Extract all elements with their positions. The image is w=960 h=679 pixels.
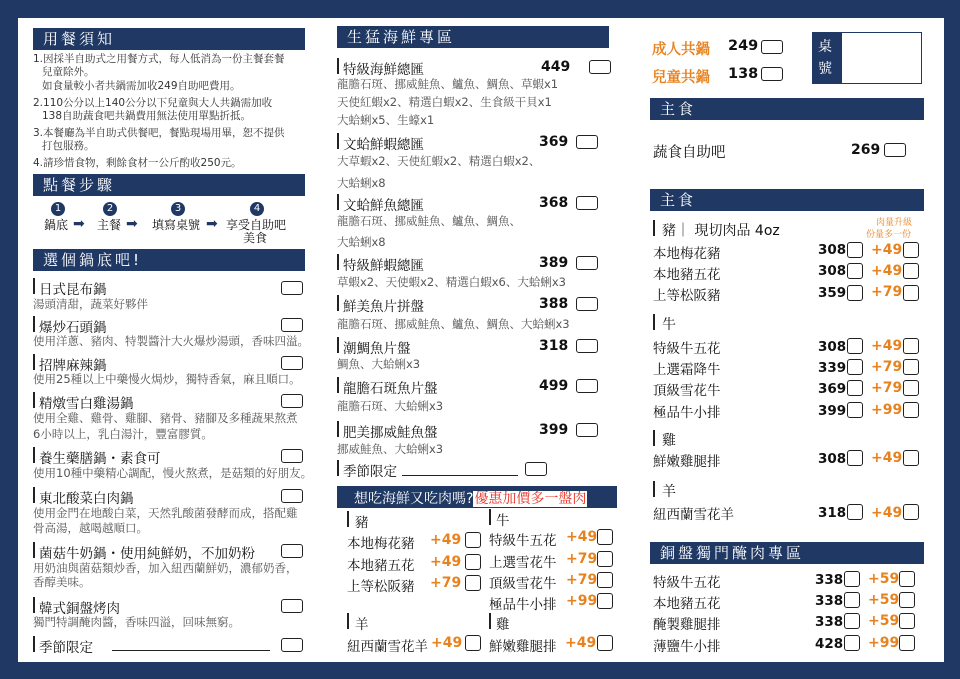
divider-bar [33, 636, 35, 652]
arrow-right-icon: ➡ [206, 216, 218, 232]
main-item-upgrade: +49 [871, 242, 903, 258]
seafood-checkbox[interactable] [576, 423, 598, 437]
broth-name: 養生藥膳鍋・素食可 [39, 451, 161, 467]
main-item-name: 鮮嫩雞腿排 [653, 454, 721, 470]
divider-bar [337, 421, 339, 437]
guide-line-3: 如食量較小者共鍋需加收249自助吧費用。 [42, 80, 241, 92]
copper-item-name: 特級牛五花 [653, 575, 721, 591]
upgrade-checkbox[interactable] [903, 285, 919, 301]
seafood-name: 潮鯛魚片盤 [343, 341, 411, 357]
main-item-name: 上等松阪豬 [653, 288, 721, 304]
main-chicken-title: 雞 [662, 433, 676, 449]
addon-lamb-title: 羊 [355, 617, 369, 633]
main-item-upgrade: +79 [871, 284, 903, 300]
divider-bar [337, 377, 339, 393]
seafood-name: 文蛤鮮魚總匯 [343, 198, 424, 214]
copper-checkbox[interactable] [844, 635, 860, 651]
seafood-desc-2: 天使紅蝦x2、精選白蝦x2、生食級干貝x1 [337, 95, 552, 109]
divider-bar [33, 447, 35, 463]
copper-item-price: 428 [815, 636, 844, 652]
seafood-checkbox[interactable] [576, 256, 598, 270]
broth-name: 東北酸菜白肉鍋 [39, 491, 134, 507]
addon-item-name: 上等松阪豬 [347, 579, 415, 595]
main-item-name: 本地梅花豬 [653, 246, 721, 262]
divider-bar [489, 613, 491, 629]
step-2-label: 主餐 [97, 218, 122, 232]
upgrade-checkbox[interactable] [899, 613, 915, 629]
main-checkbox[interactable] [847, 504, 863, 520]
main-item-upgrade: +79 [871, 380, 903, 396]
copper-checkbox[interactable] [844, 613, 860, 629]
main-checkbox[interactable] [847, 285, 863, 301]
main2-title: 主食 [660, 191, 697, 209]
main-item-price: 369 [818, 381, 847, 397]
upgrade-checkbox[interactable] [903, 380, 919, 396]
seafood-name: 文蛤鮮蝦總匯 [343, 137, 424, 153]
seafood-checkbox[interactable] [576, 196, 598, 210]
seafood-price: 388 [539, 296, 569, 312]
main-item-price: 339 [818, 360, 847, 376]
seafood-desc: 挪威鮭魚、大蛤蜊x3 [337, 442, 444, 456]
main1-title: 主食 [660, 100, 697, 118]
divider-bar [337, 133, 339, 149]
seafood-name: 龍膽石斑魚片盤 [343, 381, 438, 397]
main-item-price: 308 [818, 263, 847, 279]
seasonal-write-in-line[interactable] [402, 475, 518, 476]
copper-item-price: 338 [815, 593, 844, 609]
main-item-upgrade: +79 [871, 359, 903, 375]
addon-item-name: 頂級雪花牛 [489, 576, 557, 592]
steps-header [33, 174, 305, 196]
broth-name: 菌菇牛奶鍋・使用純鮮奶，不加奶粉 [39, 546, 255, 562]
child-share-checkbox[interactable] [761, 67, 783, 81]
guide-line-6: 3.本餐廳為半自助式供餐吧，餐點現場用畢，恕不提供 [33, 127, 285, 139]
veg-buffet-name: 蔬食自助吧 [653, 145, 726, 161]
main-item-upgrade: +49 [871, 505, 903, 521]
copper-item-name: 本地豬五花 [653, 596, 721, 612]
copper-header [650, 542, 924, 564]
seafood-desc-3: 大蛤蜊x5、生蠔x1 [337, 113, 435, 127]
broth-checkbox[interactable] [281, 394, 303, 408]
main-item-name: 特級牛五花 [653, 341, 721, 357]
step-4-label: 享受自助吧 [226, 218, 287, 232]
copper-title: 銅盤獨門醃肉專區 [660, 544, 805, 562]
broth-name: 季節限定 [39, 640, 93, 656]
copper-item-price: 338 [815, 572, 844, 588]
step-3-badge: 3 [171, 202, 185, 216]
main-item-name: 本地豬五花 [653, 267, 721, 283]
upgrade-checkbox[interactable] [903, 359, 919, 375]
copper-item-name: 醃製雞腿排 [653, 617, 721, 633]
broth-name: 韓式銅盤烤肉 [39, 601, 120, 617]
upgrade-note-2: 份量多一份 [866, 230, 912, 240]
divider-bar [337, 58, 339, 74]
seafood-checkbox[interactable] [576, 339, 598, 353]
seafood-price: 449 [541, 59, 571, 75]
guide-line-1: 1.因採半自助式之用餐方式，每人低消為一份主餐套餐 [33, 53, 285, 65]
main-item-name: 上選霜降牛 [653, 362, 721, 378]
main-item-upgrade: +49 [871, 450, 903, 466]
addon-checkbox[interactable] [465, 554, 481, 570]
addon-item-price: +49 [566, 529, 598, 545]
upgrade-checkbox[interactable] [899, 592, 915, 608]
addon-item-price: +99 [566, 593, 598, 609]
step-4-label-2: 美食 [243, 231, 268, 245]
seafood-desc: 大草蝦x2、天使紅蝦x2、精選白蝦x2、 [337, 154, 541, 168]
broth-desc: 使用10種中藥精心調配，慢火熬煮，是菇類的好朋友。 [33, 466, 313, 480]
seafood-desc: 龍膽石斑、大蛤蜊x3 [337, 399, 444, 413]
broth-desc-2: 6小時以上，乳白湯汁，豐富膠質。 [33, 427, 213, 441]
upgrade-checkbox[interactable] [903, 504, 919, 520]
broth-checkbox[interactable] [281, 489, 303, 503]
adult-share-checkbox[interactable] [761, 40, 783, 54]
divider-bar [33, 597, 35, 613]
divider-bar [653, 314, 655, 330]
addon-checkbox[interactable] [597, 529, 613, 545]
main-item-price: 399 [818, 403, 847, 419]
steps-title: 點餐步驟 [43, 176, 116, 194]
copper-checkbox[interactable] [844, 592, 860, 608]
seafood-checkbox[interactable] [576, 379, 598, 393]
main-checkbox[interactable] [847, 450, 863, 466]
upgrade-checkbox[interactable] [903, 263, 919, 279]
main-checkbox[interactable] [847, 338, 863, 354]
main-item-price: 308 [818, 451, 847, 467]
addon-item-price: +49 [431, 635, 463, 651]
upgrade-checkbox[interactable] [903, 402, 919, 418]
copper-item-upgrade: +59 [868, 592, 900, 608]
addon-item-price: +79 [430, 575, 462, 591]
main-item-price: 308 [818, 339, 847, 355]
addon-item-price: +49 [430, 554, 462, 570]
addon-item-price: +79 [566, 551, 598, 567]
adult-share-price: 249 [728, 38, 759, 54]
broth-desc: 使用25種以上中藥慢火焗炒，獨特香氣，麻且順口。 [33, 372, 301, 386]
seafood-price: 399 [539, 422, 569, 438]
copper-item-price: 338 [815, 614, 844, 630]
table-number-label: 桌號 [818, 39, 832, 77]
seafood-desc: 鯛魚、大蛤蜊x3 [337, 357, 421, 371]
seafood-desc: 龍膽石斑、挪威鮭魚、鱸魚、鯛魚、大蛤蜊x3 [337, 317, 570, 331]
divider-bar [33, 278, 35, 294]
seafood-price: 369 [539, 134, 569, 150]
broth-checkbox[interactable] [281, 281, 303, 295]
seafood-name: 肥美挪威鮭魚盤 [343, 425, 438, 441]
divider-bar [33, 354, 35, 370]
broth-checkbox[interactable] [281, 449, 303, 463]
seafood-price: 389 [539, 255, 569, 271]
divider-bar [489, 509, 491, 525]
addon-chicken-title: 雞 [496, 617, 510, 633]
broth-name: 精燉雪白雞湯鍋 [39, 396, 134, 412]
broth-desc: 獨門特調醃肉醬，香味四溢，回味無窮。 [33, 615, 240, 629]
addon-checkbox[interactable] [465, 532, 481, 548]
broth-checkbox[interactable] [281, 356, 303, 370]
seafood-name: 季節限定 [343, 464, 397, 480]
seafood-checkbox[interactable] [576, 135, 598, 149]
main-pork-title: 豬｜ 現切肉品 4oz [662, 223, 780, 239]
seafood-title: 生猛海鮮專區 [347, 28, 456, 46]
upgrade-checkbox[interactable] [899, 571, 915, 587]
arrow-right-icon: ➡ [126, 216, 138, 232]
broth-desc: 使用全雞、雞骨、雞腳、豬骨、豬腳及多種蔬果熬煮 [33, 411, 298, 425]
seafood-price: 318 [539, 338, 569, 354]
guide-line-7: 打包服務。 [42, 140, 95, 152]
seafood-name: 特級鮮蝦總匯 [343, 258, 424, 274]
divider-bar [33, 542, 35, 558]
seafood-checkbox[interactable] [589, 60, 611, 74]
arrow-right-icon: ➡ [73, 216, 85, 232]
divider-bar [33, 316, 35, 332]
broth-checkbox[interactable] [281, 544, 303, 558]
addon-checkbox[interactable] [465, 635, 481, 651]
main-item-upgrade: +49 [871, 263, 903, 279]
addon-item-name: 本地梅花豬 [347, 536, 415, 552]
seafood-checkbox[interactable] [576, 297, 598, 311]
veg-buffet-checkbox[interactable] [884, 143, 906, 157]
guide-line-8: 4.請珍惜食物，剩餘食材一公斤酌收250元。 [33, 157, 242, 169]
main-item-name: 紐西蘭雪花羊 [653, 507, 734, 523]
guide-line-5: 138自助蔬食吧共鍋費用無法使用單點折抵。 [42, 110, 252, 122]
divider-bar [337, 460, 339, 476]
step-4-badge: 4 [250, 202, 264, 216]
seafood-price: 368 [539, 195, 569, 211]
addon-item-name: 特級牛五花 [489, 533, 557, 549]
step-2-badge: 2 [103, 202, 117, 216]
addon-beef-title: 牛 [496, 513, 510, 529]
seasonal-write-in-line[interactable] [112, 650, 270, 651]
main-item-upgrade: +99 [871, 402, 903, 418]
addon-checkbox[interactable] [597, 593, 613, 609]
upgrade-checkbox[interactable] [903, 450, 919, 466]
broth-checkbox[interactable] [281, 318, 303, 332]
child-share-label: 兒童共鍋 [652, 70, 710, 86]
copper-item-upgrade: +59 [868, 613, 900, 629]
divider-bar [653, 481, 655, 497]
main-item-price: 359 [818, 285, 847, 301]
seafood-desc-2: 大蛤蜊x8 [337, 176, 386, 190]
divider-bar [33, 487, 35, 503]
seafood-checkbox[interactable] [525, 462, 547, 476]
addon-item-price: +49 [430, 532, 462, 548]
main2-header [650, 189, 924, 211]
divider-bar [337, 194, 339, 210]
addon-item-name: 鮮嫩雞腿排 [489, 639, 557, 655]
addon-checkbox[interactable] [465, 575, 481, 591]
veg-buffet-price: 269 [851, 142, 881, 158]
main1-header [650, 98, 924, 120]
divider-bar [347, 511, 349, 527]
divider-bar [33, 392, 35, 408]
main-checkbox[interactable] [847, 263, 863, 279]
broth-desc: 用奶油與菌菇類炒香，加入紐西蘭鮮奶，濃郁奶香， [33, 561, 298, 575]
seafood-name: 鮮美魚片拼盤 [343, 299, 424, 315]
main-beef-title: 牛 [662, 317, 676, 333]
broth-name: 招牌麻辣鍋 [39, 358, 107, 374]
broth-desc: 使用金門在地酸白菜，天然乳酸菌發酵而成，搭配雞 [33, 506, 298, 520]
main-item-price: 308 [818, 242, 847, 258]
seafood-desc: 草蝦x2、天使蝦x2、精選白蝦x6、大蛤蜊x3 [337, 275, 566, 289]
upgrade-checkbox[interactable] [903, 338, 919, 354]
guide-line-2: 兒童除外。 [42, 66, 95, 78]
adult-share-label: 成人共鍋 [652, 42, 710, 58]
main-lamb-title: 羊 [662, 484, 676, 500]
divider-bar [653, 430, 655, 446]
guide-title: 用餐須知 [43, 30, 116, 48]
broth-desc-2: 香醇美味。 [33, 575, 91, 589]
child-share-price: 138 [728, 66, 759, 82]
step-1-label: 鍋底 [44, 218, 69, 232]
main-checkbox[interactable] [847, 359, 863, 375]
main-checkbox[interactable] [847, 380, 863, 396]
step-3-label: 填寫桌號 [152, 218, 201, 232]
main-checkbox[interactable] [847, 402, 863, 418]
addon-title: 想吃海鮮又吃肉嗎?優惠加價多一盤肉 [354, 491, 587, 507]
addon-item-name: 極品牛小排 [489, 597, 557, 613]
divider-bar [347, 613, 349, 629]
broth-checkbox[interactable] [281, 599, 303, 613]
addon-pork-title: 豬 [355, 515, 369, 531]
divider-bar [337, 254, 339, 270]
seafood-price: 499 [539, 378, 569, 394]
broth-desc: 湯頭清甜，蔬菜好夥伴 [33, 297, 148, 311]
main-item-name: 極品牛小排 [653, 405, 721, 421]
seafood-header [337, 26, 609, 48]
broth-title: 選個鍋底吧! [43, 251, 143, 269]
addon-item-price: +79 [566, 572, 598, 588]
main-checkbox[interactable] [847, 242, 863, 258]
addon-item-name: 紐西蘭雪花羊 [347, 639, 428, 655]
upgrade-checkbox[interactable] [903, 242, 919, 258]
divider-bar [337, 295, 339, 311]
copper-checkbox[interactable] [844, 571, 860, 587]
seafood-desc-2: 大蛤蜊x8 [337, 235, 386, 249]
addon-checkbox[interactable] [597, 635, 613, 651]
seafood-desc: 龍膽石斑、挪威鮭魚、鱸魚、鯛魚、 [337, 214, 521, 228]
guide-line-4: 2.110公分以上140公分以下兒童與大人共鍋需加收 [33, 97, 273, 109]
main-item-upgrade: +49 [871, 338, 903, 354]
divider-bar [337, 337, 339, 353]
broth-name: 爆炒石頭鍋 [39, 320, 107, 336]
addon-checkbox[interactable] [597, 551, 613, 567]
broth-checkbox[interactable] [281, 638, 303, 652]
addon-item-price: +49 [565, 635, 597, 651]
upgrade-note: 肉量升級 [876, 218, 913, 228]
broth-desc-2: 骨高湯，越喝越順口。 [33, 521, 148, 535]
broth-desc: 使用洋蔥、豬肉、特製醬汁大火爆炒湯頭，香味四溢。 [33, 334, 309, 348]
copper-item-name: 薄鹽牛小排 [653, 639, 721, 655]
broth-header [33, 249, 305, 271]
copper-item-upgrade: +59 [868, 571, 900, 587]
main-item-price: 318 [818, 505, 847, 521]
addon-item-name: 本地豬五花 [347, 558, 415, 574]
copper-item-upgrade: +99 [868, 635, 900, 651]
upgrade-checkbox[interactable] [899, 635, 915, 651]
guide-header [33, 28, 305, 50]
step-1-badge: 1 [51, 202, 65, 216]
addon-item-name: 上選雪花牛 [489, 555, 557, 571]
main-item-name: 頂級雪花牛 [653, 383, 721, 399]
addon-checkbox[interactable] [597, 572, 613, 588]
broth-name: 日式昆布鍋 [39, 282, 107, 298]
divider-bar [653, 220, 655, 236]
seafood-name: 特級海鮮總匯 [343, 62, 424, 78]
seafood-desc: 龍膽石斑、挪威鮭魚、鱸魚、鯛魚、草蝦x1 [337, 77, 559, 91]
